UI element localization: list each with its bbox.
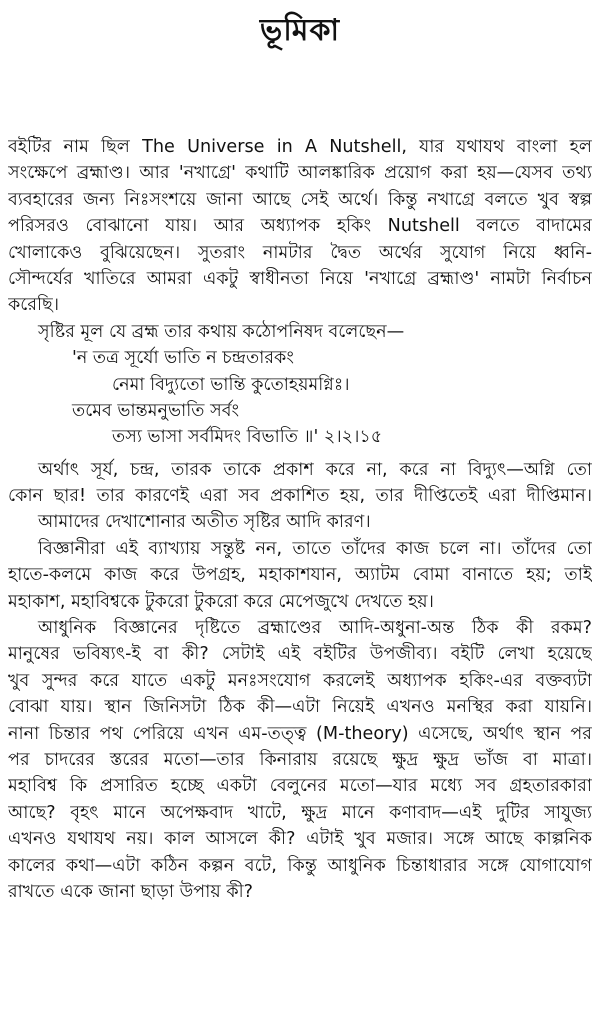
text-line: মানুষের ভবিষ্যৎ-ই বা কী? সেটাই এই বইটির উপজীব্য। বইটি লেখা হয়েছে: [8, 644, 592, 665]
page-title: ভূমিকা: [259, 13, 341, 48]
text-line: বিজ্ঞানীরা এই ব্যাখ্যায় সন্তুষ্ট নন, তাতে তাঁদের কাজ চলে না। তাঁদের তো: [38, 538, 592, 559]
verse-line: তস্য ভাসা সর্বমিদং বিভাতি ॥' ২।২।১৫: [112, 427, 383, 448]
text-line: খুব সুন্দর করে যাতে একটু মনঃসংযোগ করলেই অধ্যাপক হকিং-এর বক্তব্যটা: [8, 670, 592, 691]
text-line: এখনও যথাযথ নয়। কাল আসলে কী? এটাই খুব মজার। সঙ্গে আছে কাল্পনিক: [8, 829, 592, 850]
text-line: মহাবিশ্ব কি প্রসারিত হচ্ছে একটা বেলুনের মতো—যার মধ্যে সব গ্রহতারকারা: [8, 776, 592, 797]
verse-line: নেমা বিদ্যুতো ভান্তি কুতোহয়মগ্নিঃ।: [112, 374, 350, 395]
verse-line: তমেব ভান্তমনুভাতি সর্বং: [72, 400, 240, 421]
body-text: [8, 134, 592, 905]
text-line: রাখতে একে জানা ছাড়া উপায় কী?: [8, 881, 253, 902]
text-line: আধুনিক বিজ্ঞানের দৃষ্টিতে ব্রহ্মাণ্ডের আদি-অধুনা-অন্ত ঠিক কী রকম?: [38, 618, 592, 639]
text-line: পর চাদরের স্তরের মতো—তার কিনারায় রয়েছে ক্ষুদ্র ক্ষুদ্র ভাঁজ বা মাত্রা।: [8, 749, 592, 770]
text-line: নানা চিন্তার পথ পেরিয়ে এখন এম-তত্ত্ব (M-theory) এসেছে, অর্থাৎ স্থান পর: [8, 723, 592, 744]
text-line: সংক্ষেপে ব্রহ্মাণ্ড। আর 'নখাগ্রে' কথাটি আলঙ্কারিক প্রয়োগ করা হয়—যেসব তথ্য: [8, 163, 592, 184]
text-line: আমাদের দেখাশোনার অতীত সৃষ্টির আদি কারণ।: [38, 512, 371, 533]
text-line: খোলাকেও বুঝিয়েছেন। সুতরাং নামটার দ্বৈত অর্থের সুযোগ নিয়ে ধ্বনি-: [8, 242, 592, 263]
text-line: কালের কথা—এটা কঠিন কল্পন বটে, কিন্তু আধুনিক চিন্তাধারার সঙ্গে যোগাযোগ: [8, 855, 592, 876]
text-line: আছে? বৃহৎ মানে অপেক্ষবাদ খাটে, ক্ষুদ্র মানে কণাবাদ—এই দুটির সাযুজ্য: [8, 802, 592, 823]
text-line: ব্যবহারের জন্য নিঃসংশয়ে জানা আছে সেই অর্থে। কিন্তু নখাগ্রে বলতে খুব স্বল্প: [8, 189, 592, 210]
text-line: হাতে-কলমে কাজ করে উপগ্রহ, মহাকাশযান, অ্যাটম বোমা বানাতে হয়; তাই: [8, 565, 592, 586]
verse-line: 'ন তত্র সূর্যো ভাতি ন চন্দ্রতারকং: [72, 348, 294, 369]
text-line: বোঝা যায়। স্থান জিনিসটা ঠিক কী—এটা নিয়েই এখনও মনস্থির করা যায়নি।: [8, 697, 592, 718]
text-line: মহাকাশ, মহাবিশ্বকে টুকরো টুকরো করে মেপেজুখে দেখতে হয়।: [8, 591, 434, 612]
text-line: পরিসরও বোঝানো যায়। আর অধ্যাপক হকিং Nutshell বলতে বাদামের: [8, 216, 592, 237]
text-line: কোন ছার! তার কারণেই এরা সব প্রকাশিত হয়, তার দীপ্তিতেই এরা দীপ্তিমান।: [8, 486, 592, 507]
text-line: সৌন্দর্যের খাতিরে আমরা একটু স্বাধীনতা নিয়ে 'নখাগ্রে ব্রহ্মাণ্ড' নামটা নির্বাচন: [8, 268, 592, 289]
text-line: অর্থাৎ সূর্য, চন্দ্র, তারক তাকে প্রকাশ করে না, করে না বিদ্যুৎ—অগ্নি তো: [38, 459, 592, 480]
text-line: সৃষ্টির মূল যে ব্রহ্ম তার কথায় কঠোপনিষদ বলেছেন—: [38, 321, 405, 342]
text-line: করেছি।: [8, 295, 60, 316]
text-line: বইটির নাম ছিল The Universe in A Nutshell, যার যথাযথ বাংলা হল: [8, 137, 592, 157]
